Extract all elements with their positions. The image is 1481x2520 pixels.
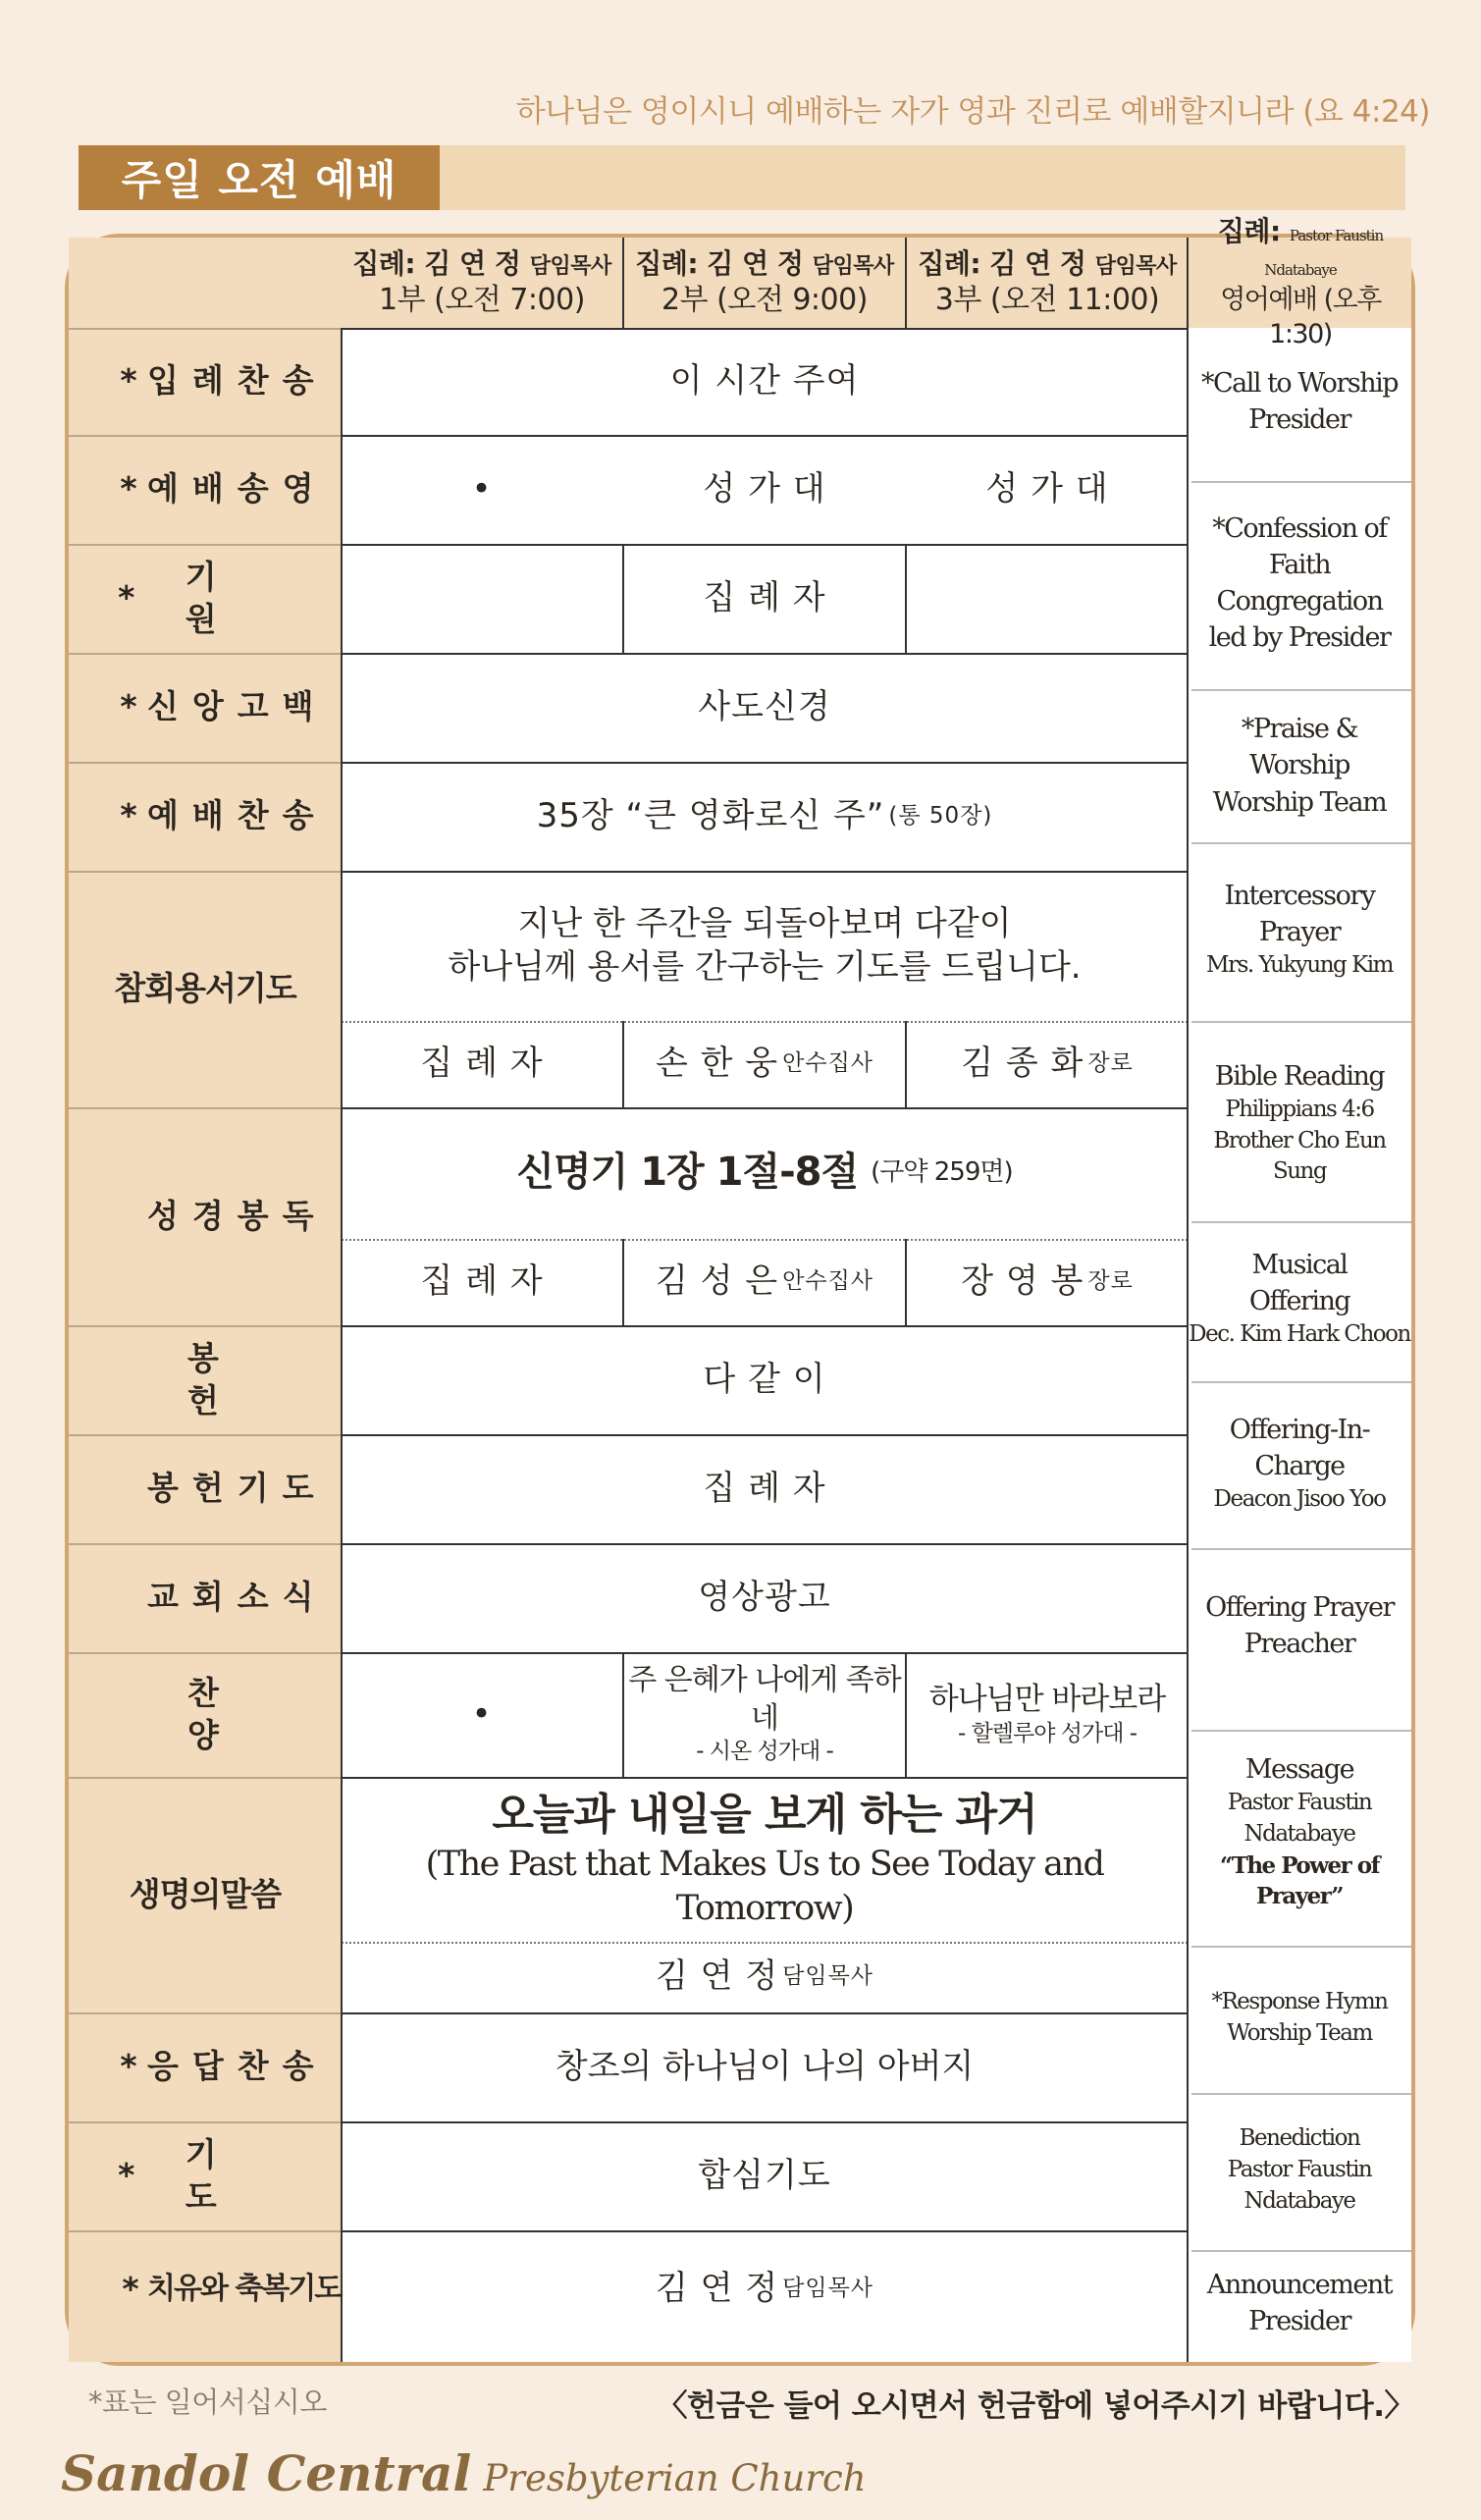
- label-scripture-reading: 성경봉독: [147, 1196, 328, 1235]
- repentance-leader-service-1: 집 례 자: [420, 1044, 544, 1084]
- label-worship-hymn: * 예배찬송: [120, 796, 328, 835]
- repentance-prayer-text: 지난 한 주간을 되돌아보며 다같이 하나님께 용서를 간구하는 기도를 드립니다.: [448, 903, 1082, 987]
- standing-footnote: *표는 일어서십시오: [88, 2386, 327, 2419]
- label-response-hymn: * 응답찬송: [120, 2047, 328, 2086]
- worship-hymn: 35장 “큰 영화로신 주” (통 50장): [536, 795, 993, 835]
- scripture-verse: 하나님은 영이시니 예배하는 자가 영과 진리로 예배할지니라 (요 4:24): [515, 94, 1430, 130]
- eng-message: Message Pastor Faustin Ndatabaye “The Power of Prayer”: [1219, 1753, 1380, 1910]
- eng-bible-reading: Bible Reading Philippians 4:6 Brother Cho Eun Sung: [1213, 1060, 1386, 1185]
- sermon-title: 오늘과 내일을 보게 하는 과거 (The Past that Makes Us to See Today and Tomorrow): [425, 1790, 1104, 1929]
- church-name: Sandol Central Presbyterian Church: [61, 2444, 867, 2502]
- label-entrance-hymn: * 입례찬송: [120, 361, 328, 401]
- label-repentance-prayer: 참회용서기도: [114, 969, 296, 1008]
- header-service-2: 집례: 김 연 정 담임목사 2부 (오전 9:00): [635, 246, 894, 317]
- eng-offering-in-charge: Offering-In- Charge Deacon Jisoo Yoo: [1213, 1414, 1386, 1513]
- eng-offering-prayer: Offering Prayer Preacher: [1205, 1591, 1394, 1659]
- eng-musical-offering: Musical Offering Dec. Kim Hark Choon: [1189, 1249, 1410, 1348]
- order-of-worship-table: [65, 214, 1415, 2366]
- reader-service-1: 집 례 자: [420, 1261, 544, 1302]
- eng-announcement: Announcement Presider: [1206, 2269, 1393, 2336]
- label-healing-blessing-prayer: * 치유와 축복기도: [122, 2269, 342, 2308]
- label-doxology: * 예배송영: [120, 469, 328, 509]
- praise-service-1: •: [471, 1693, 493, 1734]
- eng-response-hymn: *Response Hymn Worship Team: [1211, 1989, 1388, 2046]
- offering-text: 다 같 이: [703, 1359, 826, 1399]
- label-invocation: * 기원: [118, 558, 299, 638]
- creed-name: 사도신경: [698, 686, 831, 726]
- header-service-english: 집례: Pastor Faustin Ndatabaye 영어예배 (오후 1:30): [1217, 214, 1384, 349]
- invocation-leader: 집 례 자: [703, 577, 826, 617]
- repentance-leader-service-2: 손 한 웅 안수집사: [655, 1044, 874, 1084]
- eng-confession-of-faith: *Confession of Faith Congregation led by Presider: [1208, 512, 1391, 654]
- eng-praise-worship: *Praise & Worship Worship Team: [1212, 714, 1387, 818]
- section-title: 주일 오전 예배: [79, 145, 440, 210]
- doxology-service-2: 성 가 대: [703, 468, 826, 509]
- church-news-text: 영상광고: [698, 1577, 831, 1617]
- entrance-hymn-title: 이 시간 주여: [669, 360, 860, 401]
- scripture-passage: 신명기 1장 1절-8절 (구약 259면): [516, 1150, 1013, 1196]
- repentance-leader-service-3: 김 종 화 장로: [961, 1044, 1134, 1084]
- eng-benediction: Benediction Pastor Faustin Ndatabaye: [1227, 2125, 1372, 2214]
- label-church-news: 교회소식: [147, 1578, 328, 1617]
- header-service-3: 집례: 김 연 정 담임목사 3부 (오전 11:00): [918, 246, 1177, 317]
- label-confession: * 신앙고백: [120, 687, 328, 726]
- header-service-1: 집례: 김 연 정 담임목사 1부 (오전 7:00): [352, 246, 611, 317]
- label-prayer: * 기도: [118, 2135, 299, 2216]
- doxology-service-1: •: [471, 468, 493, 509]
- sermon-preacher: 김 연 정 담임목사: [655, 1957, 874, 1997]
- label-offering: 봉헌: [187, 1339, 301, 1420]
- praise-service-2: 주 은혜가 나에게 족하네 - 시온 성가대 -: [628, 1663, 901, 1765]
- label-offering-prayer: 봉헌기도: [147, 1469, 328, 1508]
- doxology-service-3: 성 가 대: [985, 468, 1109, 509]
- reader-service-2: 김 성 은 안수집사: [655, 1261, 874, 1302]
- praise-service-3: 하나님만 바라보라 - 할렐루야 성가대 -: [928, 1681, 1166, 1746]
- offering-notice: 〈헌금은 들어 오시면서 헌금함에 넣어주시기 바랍니다.〉: [657, 2388, 1414, 2424]
- label-sermon: 생명의말씀: [129, 1874, 282, 1913]
- label-praise: 찬양: [187, 1674, 301, 1754]
- healing-prayer-leader: 김 연 정 담임목사: [655, 2269, 874, 2309]
- reader-service-3: 장 영 봉 장로: [961, 1261, 1134, 1302]
- offering-prayer-leader: 집 례 자: [703, 1468, 826, 1508]
- eng-call-to-worship: *Call to Worship Presider: [1200, 367, 1399, 435]
- prayer-text: 합심기도: [698, 2155, 831, 2195]
- response-hymn-title: 창조의 하나님이 나의 아버지: [555, 2046, 975, 2086]
- eng-intercessory-prayer: Intercessory Prayer Mrs. Yukyung Kim: [1206, 880, 1393, 979]
